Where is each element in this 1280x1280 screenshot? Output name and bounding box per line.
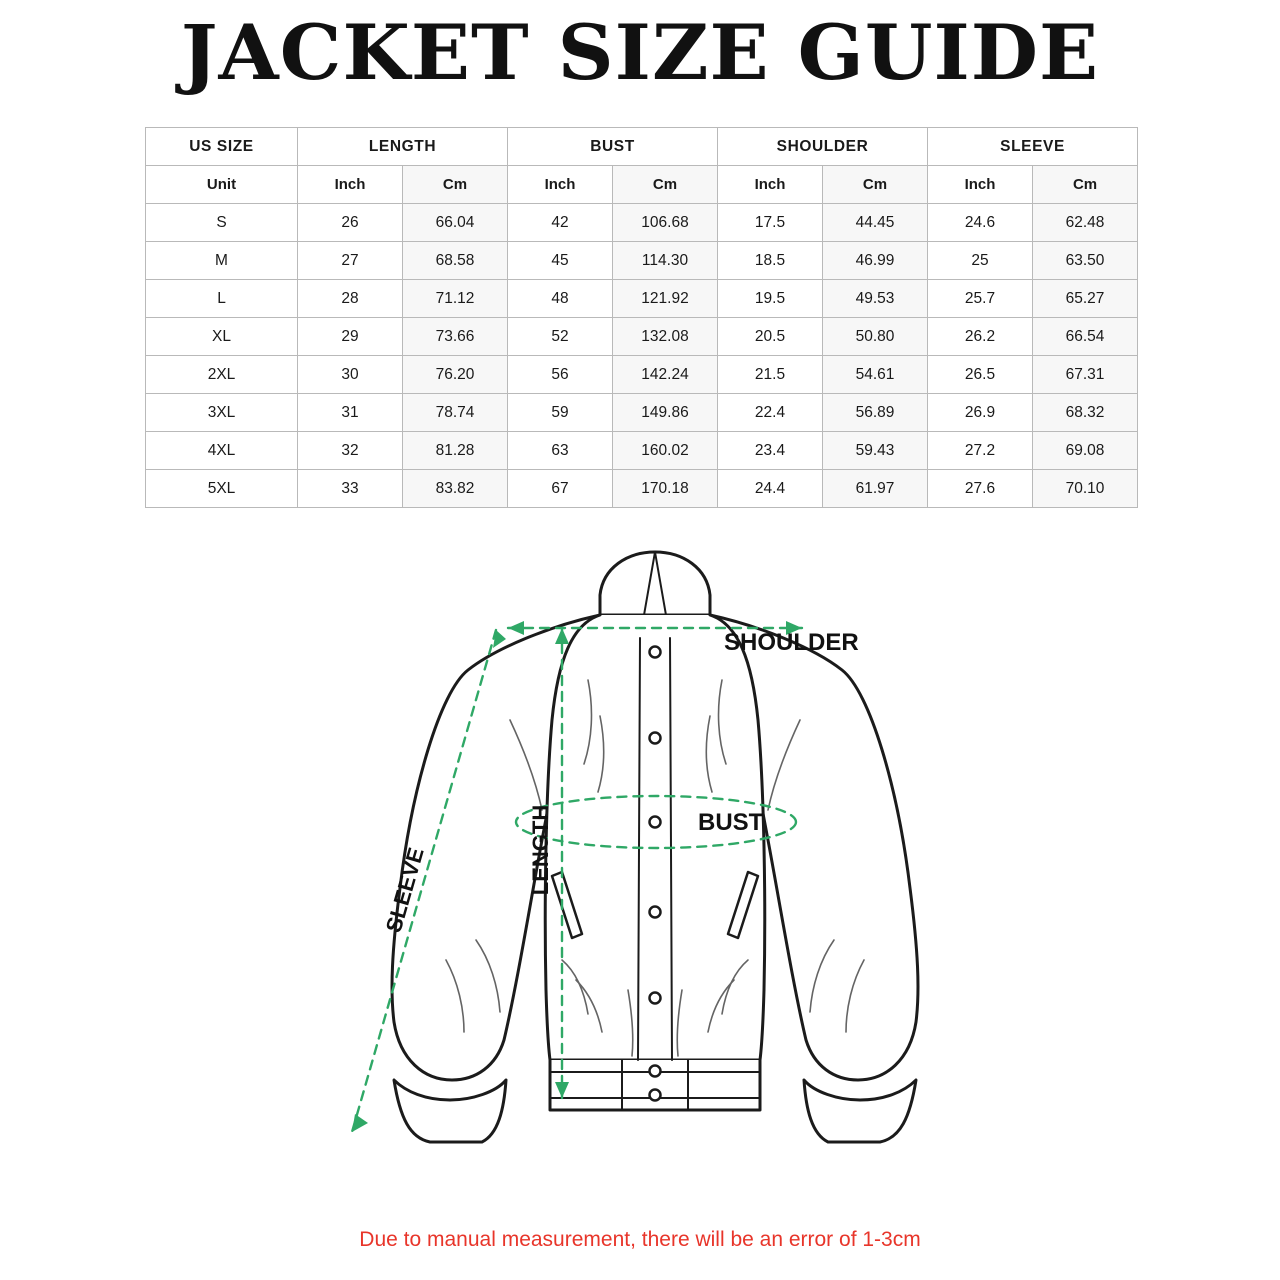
cell-length-cm: 78.74 <box>403 394 508 432</box>
cell-bust-inch: 45 <box>508 242 613 280</box>
cell-shoulder-cm: 46.99 <box>823 242 928 280</box>
table-unit-row <box>146 166 1138 204</box>
cell-length-cm: 71.12 <box>403 280 508 318</box>
cell-sleeve-inch: 27.6 <box>928 470 1033 508</box>
cell-length-cm: 66.04 <box>403 204 508 242</box>
cell-sleeve-inch: 26.9 <box>928 394 1033 432</box>
cell-shoulder-inch: 23.4 <box>718 432 823 470</box>
cell-shoulder-inch: 22.4 <box>718 394 823 432</box>
cell-size: S <box>146 204 298 242</box>
cell-shoulder-inch: 17.5 <box>718 204 823 242</box>
cell-sleeve-cm: 66.54 <box>1033 318 1138 356</box>
cell-length-inch: 26 <box>298 204 403 242</box>
cell-shoulder-cm: 61.97 <box>823 470 928 508</box>
cell-shoulder-inch: 24.4 <box>718 470 823 508</box>
cell-sleeve-inch: 24.6 <box>928 204 1033 242</box>
column-header-us-size: US SIZE <box>146 128 298 166</box>
label-sleeve: SLEEVE <box>380 844 429 936</box>
cell-size: M <box>146 242 298 280</box>
cell-length-cm: 76.20 <box>403 356 508 394</box>
cell-length-inch: 27 <box>298 242 403 280</box>
cell-shoulder-cm: 49.53 <box>823 280 928 318</box>
label-length: LENGTH <box>528 804 553 896</box>
cell-length-inch: 31 <box>298 394 403 432</box>
table-row <box>146 432 1138 470</box>
table-row <box>146 318 1138 356</box>
size-table <box>145 127 1138 508</box>
cell-shoulder-inch: 20.5 <box>718 318 823 356</box>
cell-size: XL <box>146 318 298 356</box>
label-bust: BUST <box>698 809 764 836</box>
unit-sleeve-cm: Cm <box>1033 166 1138 204</box>
cell-shoulder-cm: 59.43 <box>823 432 928 470</box>
cell-shoulder-inch: 19.5 <box>718 280 823 318</box>
cell-length-cm: 83.82 <box>403 470 508 508</box>
unit-shoulder-cm: Cm <box>823 166 928 204</box>
cell-bust-inch: 42 <box>508 204 613 242</box>
cell-sleeve-inch: 25 <box>928 242 1033 280</box>
cell-bust-cm: 160.02 <box>613 432 718 470</box>
cell-sleeve-cm: 68.32 <box>1033 394 1138 432</box>
column-header-shoulder: SHOULDER <box>718 128 928 166</box>
unit-bust-inch: Inch <box>508 166 613 204</box>
cell-sleeve-cm: 63.50 <box>1033 242 1138 280</box>
unit-length-cm: Cm <box>403 166 508 204</box>
cell-sleeve-cm: 69.08 <box>1033 432 1138 470</box>
column-header-sleeve: SLEEVE <box>928 128 1138 166</box>
cell-sleeve-inch: 26.2 <box>928 318 1033 356</box>
cell-length-cm: 68.58 <box>403 242 508 280</box>
column-header-bust: BUST <box>508 128 718 166</box>
table-row <box>146 280 1138 318</box>
jacket-diagram <box>300 520 1000 1210</box>
cell-sleeve-cm: 67.31 <box>1033 356 1138 394</box>
cell-bust-cm: 170.18 <box>613 470 718 508</box>
cell-bust-cm: 106.68 <box>613 204 718 242</box>
cell-size: 2XL <box>146 356 298 394</box>
cell-bust-inch: 59 <box>508 394 613 432</box>
cell-shoulder-cm: 54.61 <box>823 356 928 394</box>
cell-length-inch: 33 <box>298 470 403 508</box>
unit-sleeve-inch: Inch <box>928 166 1033 204</box>
table-row <box>146 470 1138 508</box>
cell-bust-cm: 142.24 <box>613 356 718 394</box>
unit-length-inch: Inch <box>298 166 403 204</box>
cell-bust-inch: 63 <box>508 432 613 470</box>
cell-size: 4XL <box>146 432 298 470</box>
table-row <box>146 204 1138 242</box>
cell-size: L <box>146 280 298 318</box>
size-table-container <box>145 127 1137 508</box>
cell-shoulder-inch: 21.5 <box>718 356 823 394</box>
cell-sleeve-inch: 26.5 <box>928 356 1033 394</box>
cell-sleeve-cm: 70.10 <box>1033 470 1138 508</box>
cell-shoulder-cm: 44.45 <box>823 204 928 242</box>
cell-sleeve-inch: 25.7 <box>928 280 1033 318</box>
cell-length-inch: 30 <box>298 356 403 394</box>
table-group-header-row <box>146 128 1138 166</box>
cell-bust-cm: 114.30 <box>613 242 718 280</box>
table-row <box>146 394 1138 432</box>
cell-shoulder-cm: 50.80 <box>823 318 928 356</box>
unit-bust-cm: Cm <box>613 166 718 204</box>
measurement-note: Due to manual measurement, there will be an error of 1-3cm <box>359 1228 921 1251</box>
cell-sleeve-inch: 27.2 <box>928 432 1033 470</box>
label-shoulder: SHOULDER <box>724 629 859 656</box>
cell-bust-inch: 56 <box>508 356 613 394</box>
cell-bust-cm: 132.08 <box>613 318 718 356</box>
table-row <box>146 356 1138 394</box>
cell-sleeve-cm: 65.27 <box>1033 280 1138 318</box>
unit-label: Unit <box>146 166 298 204</box>
cell-length-cm: 81.28 <box>403 432 508 470</box>
table-row <box>146 242 1138 280</box>
cell-sleeve-cm: 62.48 <box>1033 204 1138 242</box>
column-header-length: LENGTH <box>298 128 508 166</box>
cell-shoulder-cm: 56.89 <box>823 394 928 432</box>
cell-bust-inch: 52 <box>508 318 613 356</box>
cell-size: 3XL <box>146 394 298 432</box>
cell-bust-inch: 67 <box>508 470 613 508</box>
cell-length-inch: 28 <box>298 280 403 318</box>
cell-length-inch: 32 <box>298 432 403 470</box>
cell-length-cm: 73.66 <box>403 318 508 356</box>
cell-length-inch: 29 <box>298 318 403 356</box>
page-title: JACKET SIZE GUIDE <box>180 8 1100 97</box>
cell-shoulder-inch: 18.5 <box>718 242 823 280</box>
cell-size: 5XL <box>146 470 298 508</box>
cell-bust-cm: 149.86 <box>613 394 718 432</box>
cell-bust-inch: 48 <box>508 280 613 318</box>
cell-bust-cm: 121.92 <box>613 280 718 318</box>
unit-shoulder-inch: Inch <box>718 166 823 204</box>
